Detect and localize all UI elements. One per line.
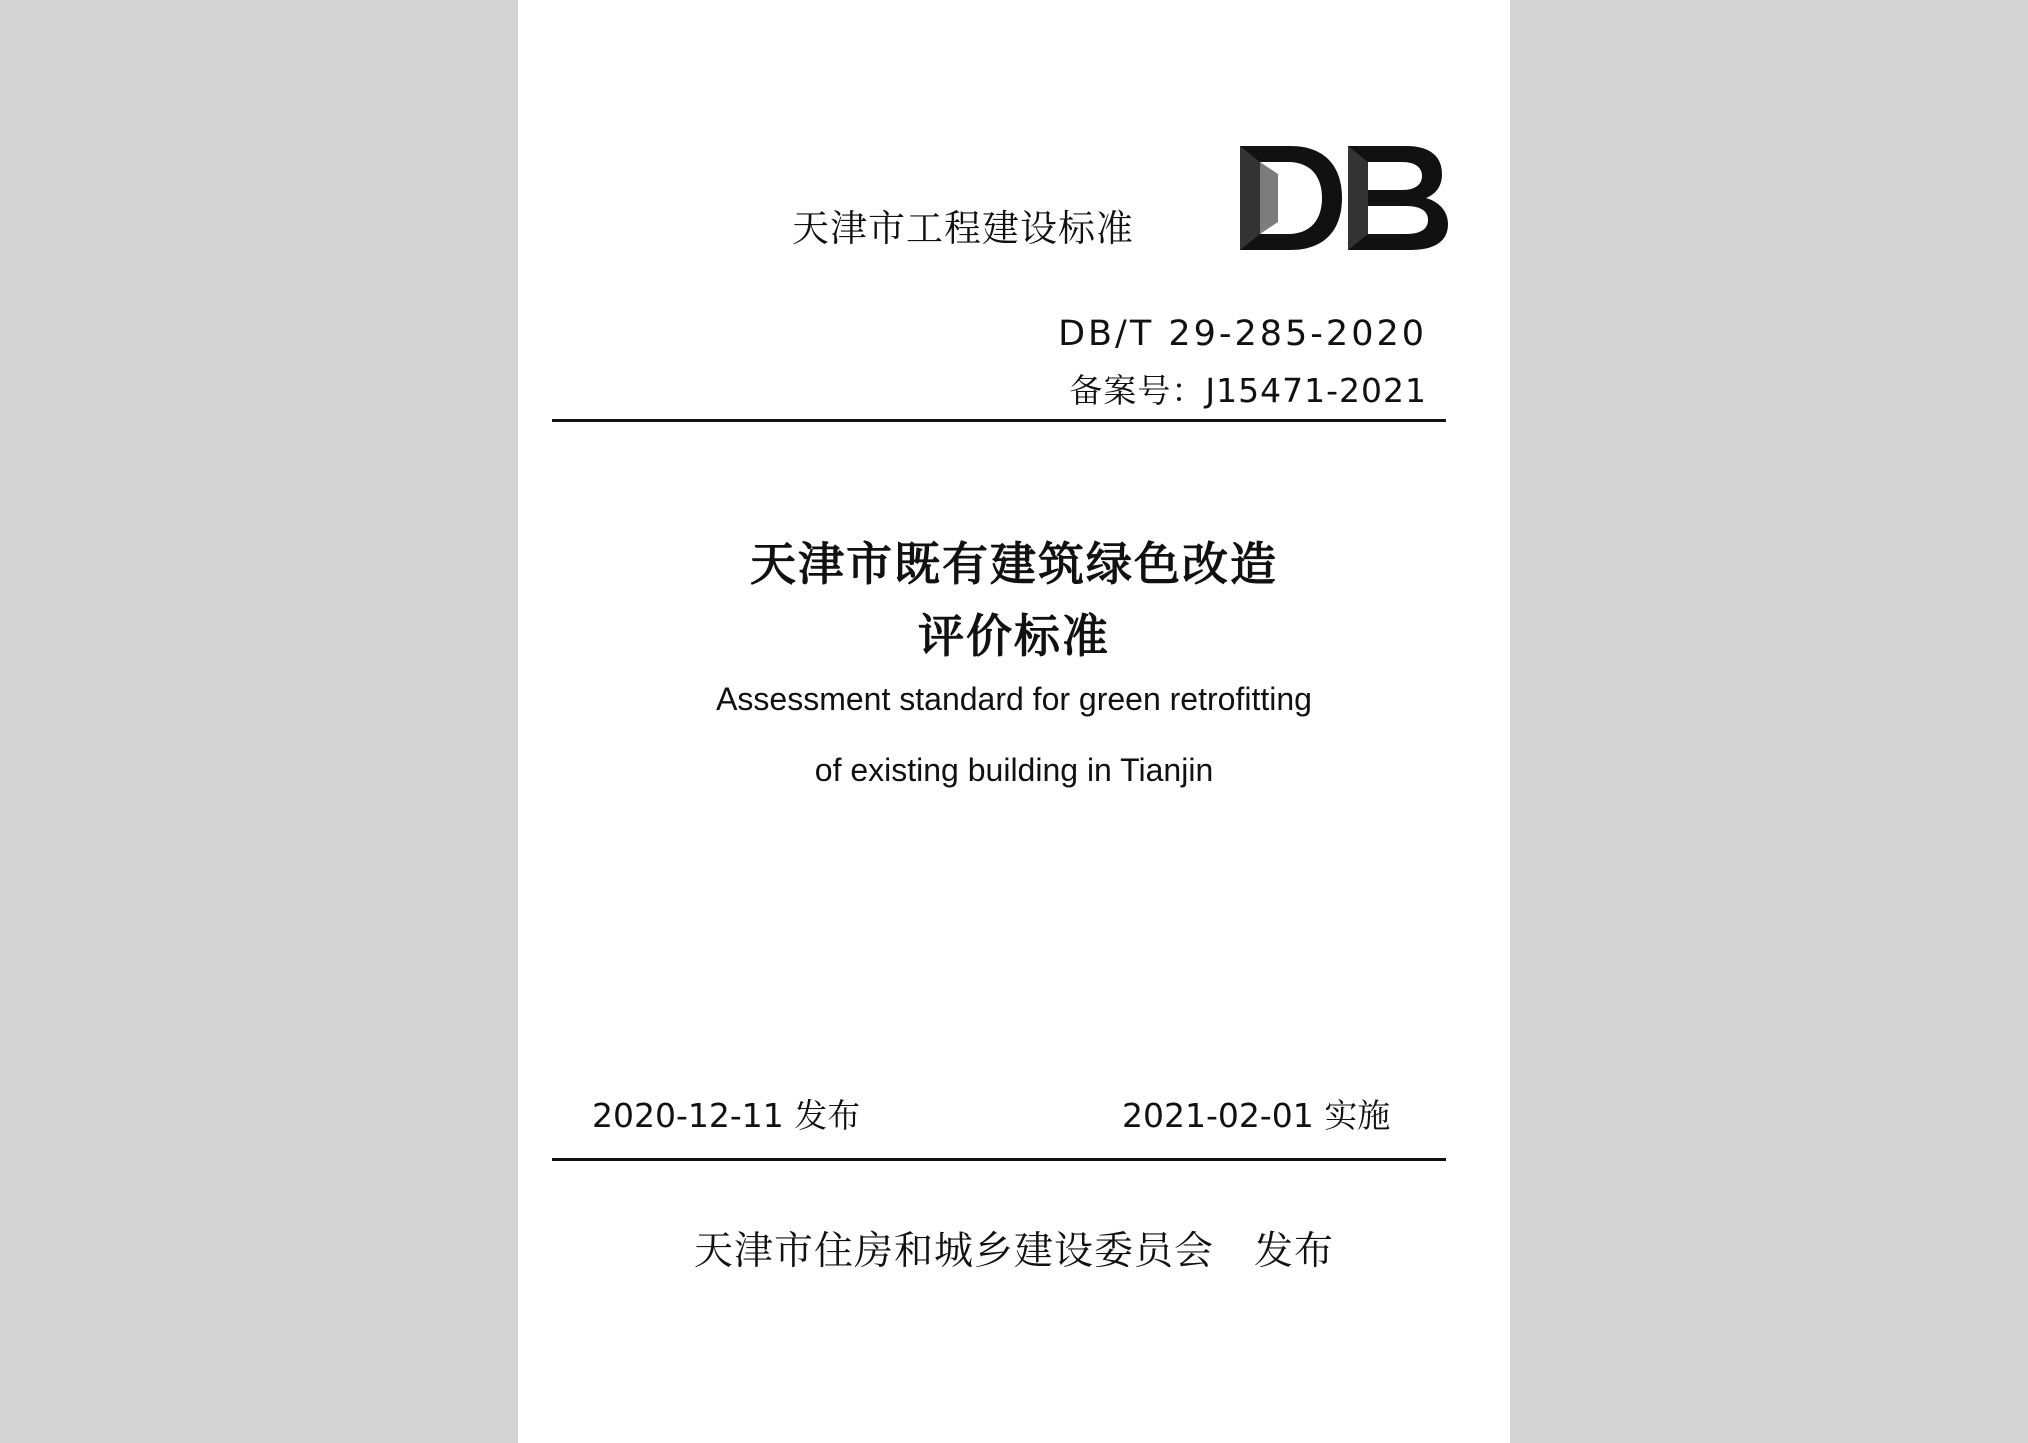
bottom-divider xyxy=(552,1158,1446,1161)
title-en-line1: Assessment standard for green retrofitting xyxy=(716,681,1312,717)
db-logo-icon xyxy=(1238,144,1450,252)
record-number: 备案号：J15471-2021 xyxy=(1069,371,1427,410)
top-divider xyxy=(552,419,1446,422)
standard-type: 天津市工程建设标准 xyxy=(792,207,1134,250)
title-zh-line1: 天津市既有建筑绿色改造 xyxy=(750,537,1278,591)
title-en-line2: of existing building in Tianjin xyxy=(814,752,1214,788)
effective-date: 2021-02-01 实施 xyxy=(1122,1096,1391,1135)
publisher: 天津市住房和城乡建设委员会 发布 xyxy=(693,1229,1334,1274)
document-page xyxy=(518,0,1510,1443)
title-zh-line2: 评价标准 xyxy=(918,609,1110,663)
issue-date: 2020-12-11 发布 xyxy=(592,1096,861,1135)
standard-code: DB/T 29-285-2020 xyxy=(1058,314,1427,354)
